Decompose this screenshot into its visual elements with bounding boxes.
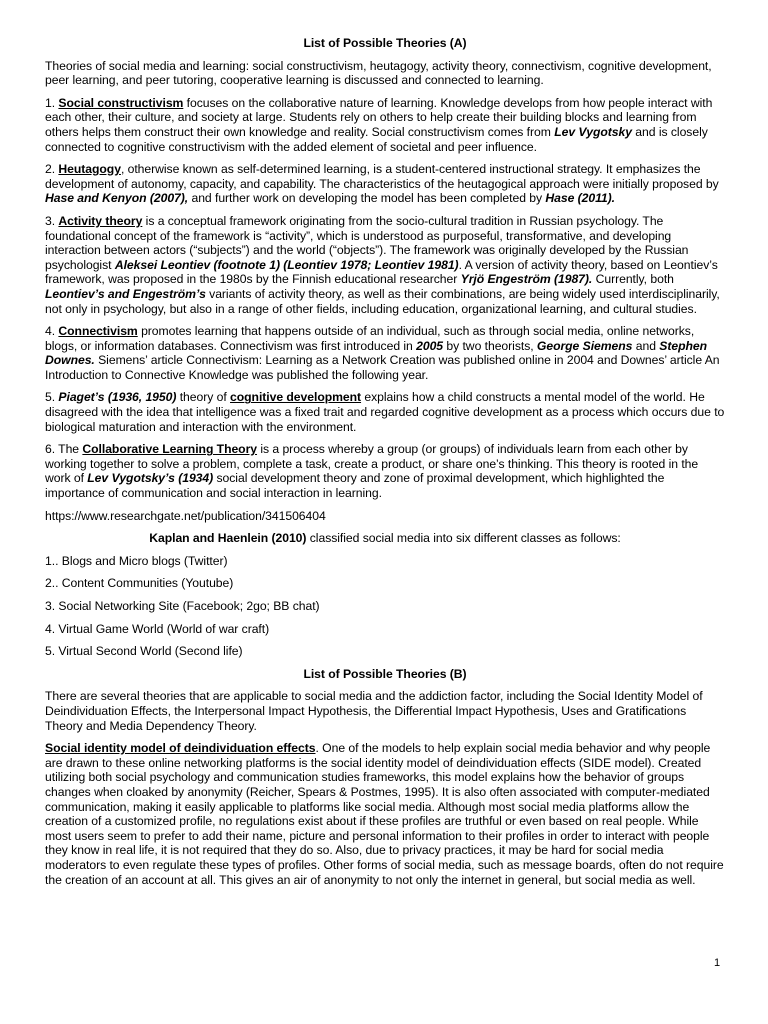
item-text: variants of activity theory, as well as their combinations, are being widely used interdisciplinarily, not only in psychology, but also in a range of other fields, including education, organizational learning, and cultural studies. — [45, 286, 720, 316]
citation: Hase (2011). — [545, 191, 616, 206]
theory-term: cognitive development — [230, 390, 362, 405]
item-text: Siemens’ article Connectivism: Learning as a Network Creation was published online in 2004 and Downes’ article An Introduction to Connective Knowledge was published the following year. — [45, 353, 720, 382]
item-number: 2. — [45, 162, 59, 177]
section-title-b: List of Possible Theories (B) — [303, 666, 467, 681]
item-text: and further work on developing the model has been completed by — [188, 191, 546, 206]
citation: Hase and Kenyon (2007), — [45, 191, 189, 206]
citation: Leontiev’s and Engeström’s — [45, 286, 206, 301]
item-text: theory of — [176, 390, 231, 405]
theory-item-collaborative-learning — [45, 442, 725, 500]
class-item: 2.. Content Communities (Youtube) — [45, 576, 234, 591]
citation: 2005 — [416, 338, 444, 353]
side-model-paragraph — [45, 741, 725, 887]
item-text: promotes learning that happens outside of an individual, such as through social media, online networks, blogs, or information databases. Connectivism was first introduced in — [45, 324, 695, 353]
item-text: and is closely connected to cognitive constructivism with the added element of societal and peer influence. — [45, 124, 708, 154]
theory-term: Collaborative Learning Theory — [82, 442, 258, 457]
theory-term: Social identity model of deindividuation effects — [45, 741, 316, 756]
citation: Aleksei Leontiev (footnote 1) (Leontiev 1978; Leontiev 1981) — [114, 257, 459, 272]
item-number: 6. The — [45, 442, 83, 457]
item-text: classified social media into six different classes as follows: — [306, 531, 621, 546]
item-text: explains how a child constructs a mental model of the world. He disagreed with the idea that intelligence was a fixed trait and regarded cognitive development as a process which occurs due to biological maturation and interaction with the environment. — [45, 390, 725, 434]
class-item: 5. Virtual Second World (Second life) — [45, 644, 243, 659]
item-text: focuses on the collaborative nature of learning. Knowledge develops from how people interact with each other, their culture, and society at large. Students rely on others to help create their building blocks and learning from others helps them construct their own knowledge and reality. Social constructivism comes from — [45, 95, 713, 139]
item-number: 4. — [45, 324, 59, 339]
author-name: George Siemens — [536, 338, 633, 353]
class-item: 3. Social Networking Site (Facebook; 2go; BB chat) — [45, 599, 320, 613]
theory-item-activity-theory — [45, 214, 725, 316]
theory-term: Social constructivism — [58, 95, 184, 110]
author-name: Stephen Downes. — [45, 338, 708, 368]
item-text: Currently, both — [592, 272, 674, 287]
citation: Lev Vygotsky’s (1934) — [87, 471, 214, 486]
intro-b-paragraph: There are several theories that are applicable to social media and the addiction factor, including the Social Identity Model of Deindividuation Effects, the Interpersonal Impact Hypothesis, the Differential Impact Hypothesis, Uses and Gratifications Theory and Media Dependency Theory. — [45, 689, 703, 733]
item-number: 3. — [45, 213, 59, 228]
source-url[interactable]: https://www.researchgate.net/publication/341506404 — [45, 508, 326, 523]
item-text: is a conceptual framework originating from the socio-cultural tradition in Russian psychology. The foundational concept of the framework is “activity”, which is understood as purposeful, transformative, and developing interaction between actors (“subjects”) and the world (“objects”). The framework was originally developed by the Russian psychologist — [45, 213, 689, 272]
document-body — [45, 36, 725, 887]
item-text: is a process whereby a group (or groups) of individuals learn from each other by working together to solve a problem, complete a task, create a product, or share one’s thinking. This theory is rooted in the work of — [45, 442, 699, 486]
theory-term: Heutagogy — [58, 162, 121, 177]
intro-a-paragraph: Theories of social media and learning: social constructivism, heutagogy, activity theory, connectivism, cognitive development, peer learning, and peer tutoring, cooperative learning is discussed and connected to learning. — [45, 58, 712, 88]
citation: Yrjö Engeström (1987). — [460, 272, 593, 287]
section-title-a: List of Possible Theories (A) — [303, 36, 467, 50]
theory-term: Activity theory — [58, 213, 143, 228]
item-text: social development theory and zone of proximal development, which highlighted the importance of communication and social interaction in learning. — [45, 471, 665, 501]
theory-item-heutagogy — [45, 162, 725, 206]
item-text: . A version of activity theory, based on Leontiev’s framework, was proposed in the 1980s by the Finnish educational researcher — [45, 257, 718, 287]
class-item: 4. Virtual Game World (World of war craft) — [45, 621, 270, 636]
theory-item-connectivism — [45, 324, 725, 382]
theory-item-cognitive-development — [45, 390, 725, 434]
theory-item-social-constructivism — [45, 96, 725, 154]
kaplan-classification-intro — [45, 531, 725, 546]
item-number: 1. — [45, 95, 59, 110]
item-text: and — [632, 338, 660, 353]
citation: Piaget’s (1936, 1950) — [58, 390, 177, 405]
class-item: 1.. Blogs and Micro blogs (Twitter) — [45, 553, 228, 568]
citation: Kaplan and Haenlein (2010) — [149, 531, 307, 546]
page-number: 1 — [714, 957, 721, 969]
theory-term: Connectivism — [58, 324, 138, 339]
item-text: . One of the models to help explain social media behavior and why people are drawn to these online networking platforms is the social identity model of deindividuation effects (SIDE model). Created utilizing both social psychology and communication studies frameworks, this model explains how the behavior of groups changes when cloaked by anonymity (Reicher, Spears & Postmes, 1995). It is also often associated with computer-mediated communication, making it easily applicable to platforms like social media. Although most social media platforms allow the creation of a customized profile, no regulations exist about if these profiles are truthful or even based on real people. While most users seem to prefer to add their name, picture and personal information to their profiles in order to interact with people they know in real life, it is not required that they do so. Also, due to privacy practices, it may be hard for social media moderators to even regulate these types of profiles. Other forms of social media, such as message boards, often do not require the creation of an account at all. This gives an air of anonymity to not only the internet in general, but social media as well. — [45, 741, 724, 887]
item-text: by two theorists, — [443, 338, 537, 353]
item-text: , otherwise known as self-determined learning, is a student-centered instructional strategy. It emphasizes the development of autonomy, capacity, and capability. The characteristics of the heutagogical approach were initially proposed by — [45, 162, 719, 191]
item-number: 5. — [45, 390, 59, 405]
author-name: Lev Vygotsky — [554, 124, 632, 139]
